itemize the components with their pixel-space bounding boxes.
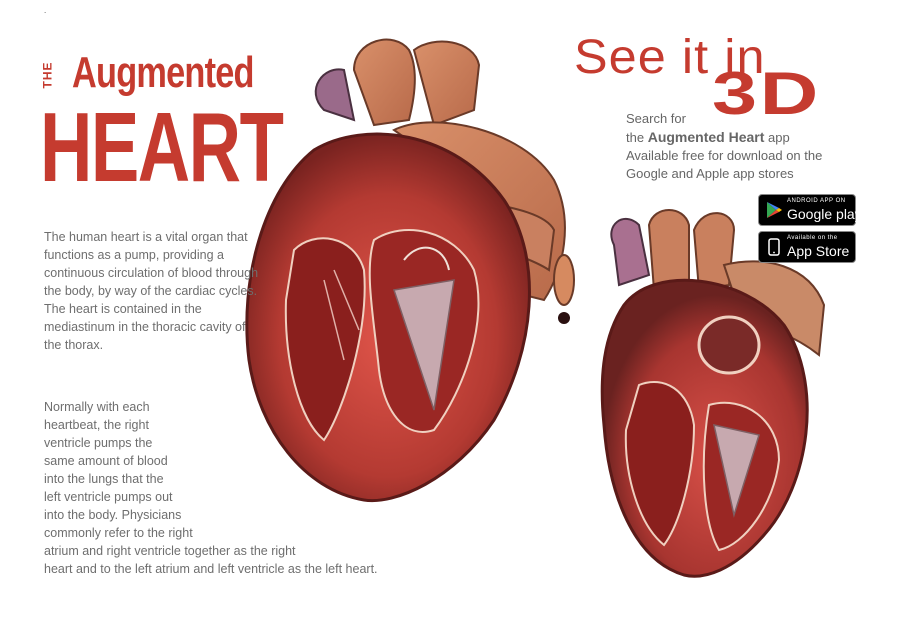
app-name-line: the Augmented Heart app <box>626 129 790 145</box>
title-prefix: THE <box>40 61 55 89</box>
search-for-label: Search for <box>626 111 686 126</box>
title-line-1: Augmented <box>72 48 254 97</box>
ventricle-paragraph: Normally with each heartbeat, the right ventricle pumps the same amount of blood into the lungs that the left ventricle pumps out into the body. Physicians commonly refer to the right atrium and right ventricle together as the right heart and to the left atrium and left ventricle as the left heart. <box>44 400 378 576</box>
app-store-badge[interactable]: Available on the App Store <box>758 231 856 263</box>
availability-line-1: Available free for download on the <box>626 148 823 163</box>
3d-heading: 3D <box>712 60 821 127</box>
google-play-badge[interactable]: ANDROID APP ON Google play <box>758 194 856 226</box>
corner-dot: . <box>44 6 47 15</box>
search-instructions <box>626 110 822 183</box>
app-name: Augmented Heart <box>647 129 765 145</box>
see-it-in-heading: See it in <box>574 31 766 84</box>
availability-line-2: Google and Apple app stores <box>626 166 794 181</box>
title-line-2: HEART <box>40 92 283 202</box>
google-play-icon <box>765 201 783 219</box>
phone-icon <box>765 238 783 256</box>
intro-paragraph: The human heart is a vital organ that functions as a pump, providing a continuous circulation of blood through the body, by way of the cardiac cycles. The heart is contained in the mediastinum in the thoracic cavity of the thorax. <box>44 230 259 352</box>
